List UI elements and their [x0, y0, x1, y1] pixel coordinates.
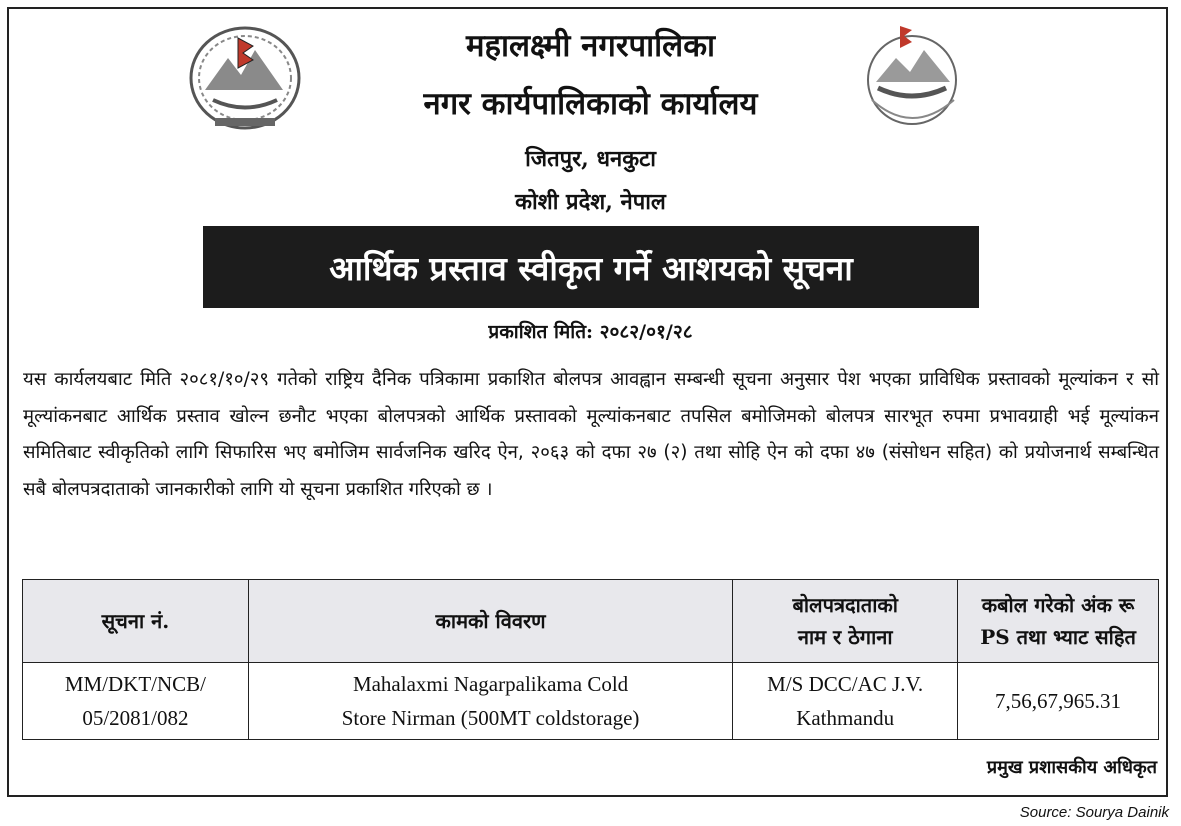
cell-line: Store Nirman (500MT coldstorage) [341, 706, 640, 730]
signatory: प्रमुख प्रशासकीय अधिकृत [986, 757, 1157, 778]
office-name: नगर कार्यपालिकाको कार्यालय [423, 86, 758, 122]
col-header-amount [958, 580, 1159, 663]
cell-line: Mahalaxmi Nagarpalikama Cold [352, 672, 629, 696]
notice-title: आर्थिक प्रस्ताव स्वीकृत गर्ने आशयको सूचना [329, 248, 853, 288]
table-row [23, 663, 1159, 740]
published-date: प्रकाशित मिति: २०८२/०१/२८ [488, 321, 693, 343]
municipality-name: महालक्ष्मी नगरपालिका [465, 28, 716, 64]
office-location: जितपुर, धनकुटा [525, 146, 656, 172]
col-header-bidder [733, 580, 958, 663]
header-line: PS तथा भ्याट सहित [980, 625, 1136, 649]
col-header-description [248, 580, 732, 663]
cell-line: MM/DKT/NCB/ [64, 672, 207, 696]
header-line: सूचना नं. [101, 609, 170, 633]
table-header-row [23, 580, 1159, 663]
header-line: कबोल गरेको अंक रू [981, 593, 1135, 617]
notice-title-banner [203, 226, 979, 308]
office-province: कोशी प्रदेश, नेपाल [515, 189, 666, 215]
source-credit: Source: Sourya Dainik [1019, 804, 1169, 821]
cell-bidder [733, 663, 958, 740]
col-header-notice-no [23, 580, 249, 663]
award-table [22, 579, 1159, 740]
notice-body: यस कार्यलयबाट मिति २०८१/१०/२९ गतेको राष्ट्रिय दैनिक पत्रिकामा प्रकाशित बोलपत्र आवह्वान सम्बन्धी सूचना अनुसार पेश भएका प्राविधिक प्रस्तावको मूल्यांकन र सो मूल्यांकनबाट आर्थिक प्रस्ताव खोल्न छनौट भएका बोलपत्रको आर्थिक प्रस्तावको मूल्यांकनबाट तपसिल बमोजिमको बोलपत्र सारभूत रुपमा प्रभावग्राही भई मूल्यांकन समितिबाट स्वीकृतिको लागि सिफारिस भए बमोजिम सार्वजनिक खरिद ऐन, २०६३ को दफा २७ (२) तथा सोहि ऐन को दफा ४७ (संसोधन सहित) को प्रयोजनार्थ सम्बन्धित सबै बोलपत्रदाताको जानकारीको लागि यो सूचना प्रकाशित गरिएको छ । [23, 369, 1159, 500]
cell-line: 05/2081/082 [82, 706, 189, 730]
header-line: नाम र ठेगाना [797, 625, 893, 649]
header-line: बोलपत्रदाताको [792, 593, 898, 617]
cell-line: M/S DCC/AC J.V. [767, 672, 924, 696]
cell-amount: 7,56,67,965.31 [958, 663, 1159, 740]
cell-line: Kathmandu [796, 706, 895, 730]
header-line: कामको विवरण [435, 609, 546, 633]
cell-description [248, 663, 732, 740]
cell-notice-no [23, 663, 249, 740]
